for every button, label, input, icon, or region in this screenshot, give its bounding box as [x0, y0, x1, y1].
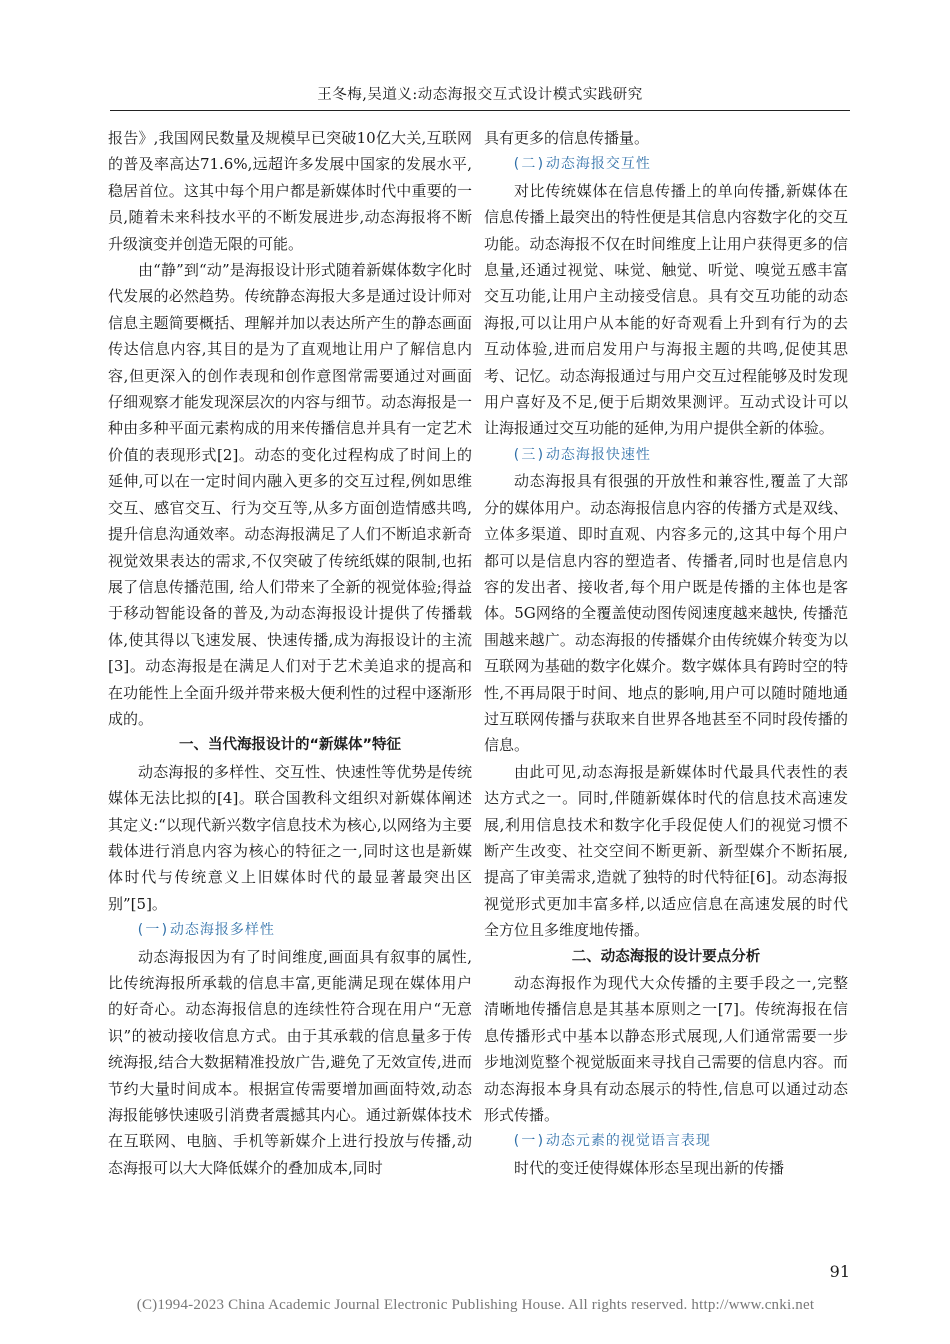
subsection-heading: (二)动态海报交互性 [512, 156, 651, 173]
page-number: 91 [829, 1262, 850, 1281]
paragraph: 具有更多的信息传播量。 [484, 129, 650, 147]
paragraph: 时代的变迁使得媒体形态呈现出新的传播 [514, 1158, 785, 1177]
copyright-footer: (C)1994-2023 China Academic Journal Electronic Publishing House. All rights reserved. http://www.cnki.net [136, 1297, 815, 1313]
paragraph: 动态海报因为有了时间维度,画面具有叙事的属性,比传统海报所承载的信息丰富,更能满足现在媒体用户的好奇心。动态海报信息的连续性符合现在用户“无意识”的被动接收信息方式。由于其承载的信息量多于传统海报,结合大数据精准投放广告,避免了无效宣传,进而节约大量时间成本。根据宣传需要增加画面特效,动态海报能够快速吸引消费者震撼其内心。通过新媒体技术在互联网、电脑、手机等新媒介上进行投放与传播,动态海报可以大大降低媒介的叠加成本,同时 [108, 947, 472, 1177]
paragraph: 动态海报具有很强的开放性和兼容性,覆盖了大部分的媒体用户。动态海报信息内容的传播方式是双线、立体多渠道、即时直观、内容多元的,这其中每个用户都可以是信息内容的塑造者、传播者,同时也是信息内容的发出者、接收者,每个用户既是传播的主体也是客体。5G网络的全覆盖使动图传阅速度越来越快, 传播范围越来越广。动态海报的传播媒介由传统媒介转变为以互联网为基础的数字化媒介。数字媒体具有跨时空的特性,不再局限于时间、地点的影响,用户可以随时随地通过互联网传播与获取来自世界各地甚至不同时段传播的信息。 [484, 472, 848, 755]
paragraph: 对比传统媒体在信息传播上的单向传播,新媒体在信息传播上最突出的特性便是其信息内容数字化的交互功能。动态海报不仅在时间维度上让用户获得更多的信息量,还通过视觉、味觉、触觉、听觉、嗅觉五感丰富交互功能,让用户主动接受信息。具有交互功能的动态海报,可以让用户从本能的好奇观看上升到有行为的去互动体验,进而启发用户与海报主题的共鸣,促使其思考、记忆。动态海报通过与用户交互过程能够及时发现用户喜好及不足,便于后期效果测评。互动式设计可以让海报通过交互功能的延伸,为用户提供全新的体验。 [484, 181, 848, 438]
paragraph: 动态海报的多样性、交互性、快速性等优势是传统媒体无法比拟的[4]。联合国教科文组织对新媒体阐述其定义:“以现代新兴数字信息技术为核心,以网络为主要载体进行消息内容为核心的特征之一,同时这也是新媒体时代与传统意义上旧媒体时代的最显著最突出区别”[5]。 [108, 762, 472, 913]
paragraph: 报告》,我国网民数量及规模早已突破10亿大关,互联网的普及率高达71.6%,远超许多发展中国家的发展水平,稳居首位。这其中每个用户都是新媒体时代中重要的一员,随着未来科技水平的不断发展进步,动态海报将不断升级演变并创造无限的可能。 [108, 129, 472, 253]
paragraph: 动态海报作为现代大众传播的主要手段之一,完整清晰地传播信息是其基本原则之一[7]。传统海报在信息传播形式中基本以静态形式展现,人们通常需要一步步地浏览整个视觉版面来寻找自己需要的信息内容。而动态海报本身具有动态展示的特性,信息可以通过动态形式传播。 [484, 974, 848, 1125]
subsection-heading: (一)动态海报多样性 [136, 922, 275, 939]
header-rule [110, 110, 850, 111]
left-column [108, 125, 472, 1181]
right-column [484, 125, 848, 1181]
section-heading: 一、当代海报设计的“新媒体”特征 [178, 737, 402, 754]
subsection-heading: (一)动态元素的视觉语言表现 [512, 1133, 711, 1150]
paragraph: 由“静”到“动”是海报设计形式随着新媒体数字化时代发展的必然趋势。传统静态海报大多是通过设计师对信息主题简要概括、理解并加以表达所产生的静态画面传达信息内容,其目的是为了直观地让用户了解信息内容,但更深入的创作表现和创作意图常需要通过对画面仔细观察才能发现深层次的内容与细节。动态海报是一种由多种平面元素构成的用来传播信息并具有一定艺术价值的表现形式[2]。动态的变化过程构成了时间上的延伸,可以在一定时间内融入更多的交互过程,例如思维交互、感官交互、行为交互等,从多方面创造情感共鸣,提升信息沟通效率。动态海报满足了人们不断追求新奇视觉效果表达的需求,不仅突破了传统纸媒的限制,也拓展了信息传播范围, 给人们带来了全新的视觉体验;得益于移动智能设备的普及,为动态海报设计提供了传播载体,使其得以飞速发展、快速传播,成为海报设计的主流[3]。动态海报是在满足人们对于艺术美追求的提高和在功能性上全面升级并带来极大便利性的过程中逐渐形成的。 [108, 261, 472, 728]
running-header: 王冬梅,吴道义:动态海报交互式设计模式实践研究 [317, 87, 643, 103]
paragraph: 由此可见,动态海报是新媒体时代最具代表性的表达方式之一。同时,伴随新媒体时代的信息技术高速发展,利用信息技术和数字化手段促使人们的视觉习惯不断产生改变、社交空间不断更新、新型媒介不断拓展,提高了审美需求,造就了独特的时代特征[6]。动态海报视觉形式更加丰富多样,以适应信息在高速发展的时代全方位且多维度地传播。 [484, 762, 848, 940]
subsection-heading: (三)动态海报快速性 [512, 446, 651, 463]
section-heading: 二、动态海报的设计要点分析 [571, 948, 761, 965]
